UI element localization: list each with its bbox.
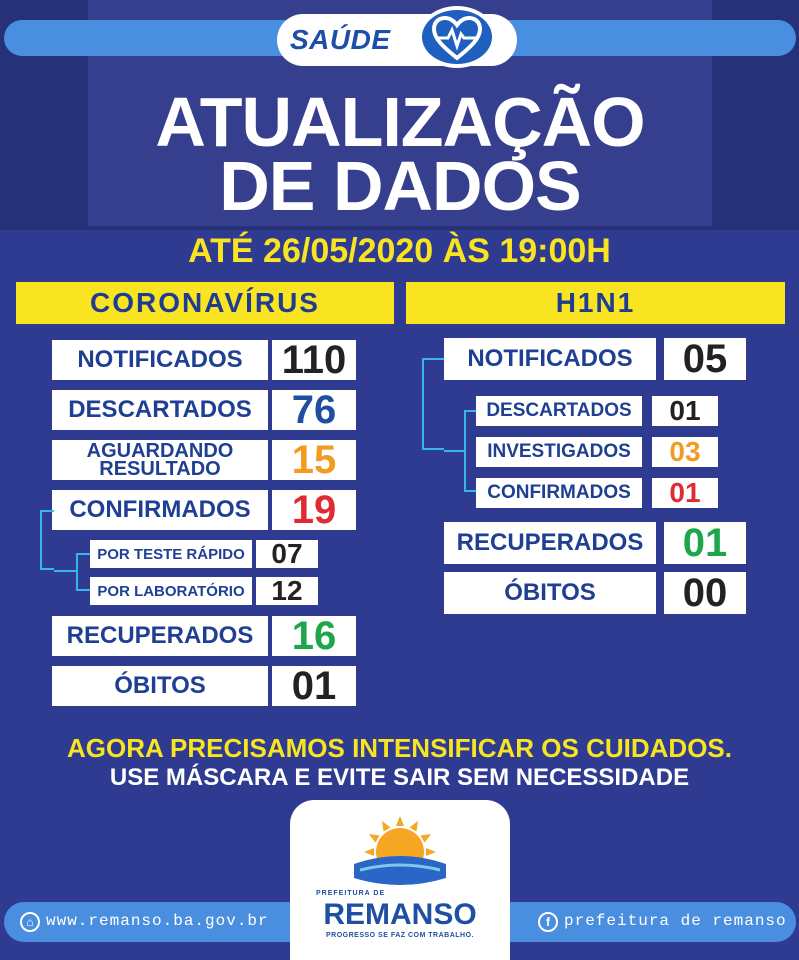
h1-obitos-value: 00 — [664, 572, 746, 614]
remanso-logo-icon — [340, 812, 460, 890]
facebook-icon: f — [538, 912, 558, 932]
cv-aguardando-label — [52, 440, 268, 480]
website-link[interactable]: www.remanso.ba.gov.br — [46, 912, 269, 930]
logo-slogan: PROGRESSO SE FAZ COM TRABALHO. — [325, 932, 474, 939]
h1n1-sub-connector — [464, 410, 476, 492]
cv-recuperados-value: 16 — [272, 616, 356, 656]
cv-obitos-value: 01 — [272, 666, 356, 706]
h1-recuperados-value: 01 — [664, 522, 746, 564]
h1-investigados-label: INVESTIGADOS — [476, 437, 642, 467]
cv-connector-stub — [54, 570, 76, 572]
h1n1-connector-stub — [444, 450, 464, 452]
h1n1-connector — [422, 358, 444, 450]
globe-icon: ⌂ — [20, 912, 40, 932]
cv-recuperados-label: RECUPERADOS — [52, 616, 268, 656]
heart-pulse-icon — [418, 6, 496, 68]
cv-obitos-label: ÓBITOS — [52, 666, 268, 706]
cv-laboratorio-value: 12 — [256, 577, 318, 605]
cv-descartados-value: 76 — [272, 390, 356, 430]
cv-confirmados-value: 19 — [272, 490, 356, 530]
h1-recuperados-label: RECUPERADOS — [444, 522, 656, 564]
cv-aguardando-line1: AGUARDANDO — [86, 440, 234, 462]
cv-confirmados-label: CONFIRMADOS — [52, 490, 268, 530]
title-line-1: ATUALIZAÇÃO — [155, 83, 645, 161]
h1-confirmados-value: 01 — [652, 478, 718, 508]
saude-badge: SAÚDE — [290, 24, 391, 55]
cv-notificados-value: 110 — [272, 340, 356, 380]
update-date: ATÉ 26/05/2020 ÀS 19:00H — [188, 232, 611, 270]
logo-name: REMANSO — [323, 898, 477, 931]
h1-descartados-label: DESCARTADOS — [476, 396, 642, 426]
cv-teste-rapido-label: POR TESTE RÁPIDO — [90, 540, 252, 568]
h1-notificados-label: NOTIFICADOS — [444, 338, 656, 380]
h1-investigados-value: 03 — [652, 437, 718, 467]
cv-teste-rapido-value: 07 — [256, 540, 318, 568]
h1n1-heading: H1N1 — [406, 282, 785, 324]
h1-confirmados-label: CONFIRMADOS — [476, 478, 642, 508]
message-line-2: USE MÁSCARA E EVITE SAIR SEM NECESSIDADE — [109, 764, 690, 791]
logo-prefix: PREFEITURA DE — [316, 890, 386, 897]
cv-descartados-label: DESCARTADOS — [52, 390, 268, 430]
social-link[interactable]: prefeitura de remanso — [564, 912, 787, 930]
cv-laboratorio-label: POR LABORATÓRIO — [90, 577, 252, 605]
cv-sub-connector — [76, 553, 90, 591]
cv-confirmados-connector — [40, 510, 54, 570]
cv-aguardando-line2: RESULTADO — [99, 458, 221, 480]
h1-notificados-value: 05 — [664, 338, 746, 380]
cv-notificados-label: NOTIFICADOS — [52, 340, 268, 380]
h1-obitos-label: ÓBITOS — [444, 572, 656, 614]
cv-aguardando-value: 15 — [272, 440, 356, 480]
message-line-1: AGORA PRECISAMOS INTENSIFICAR OS CUIDADOS. — [67, 733, 732, 763]
h1-descartados-value: 01 — [652, 396, 718, 426]
title-line-2: DE DADOS — [219, 147, 581, 225]
coronavirus-heading: CORONAVÍRUS — [16, 282, 394, 324]
